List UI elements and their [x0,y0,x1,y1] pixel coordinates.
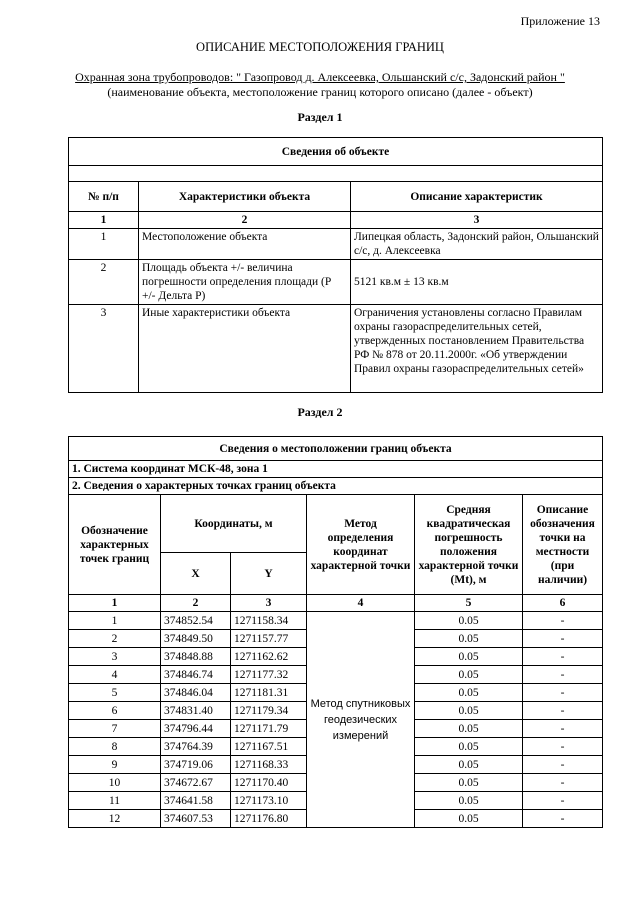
point-number: 4 [69,666,161,684]
header-description: Описание обозначения точки на местности (при наличии) [523,495,603,595]
point-y: 1271179.34 [231,702,307,720]
col-number: 3 [351,212,603,229]
point-x: 374846.74 [161,666,231,684]
point-description: - [523,810,603,828]
object-info-title: Сведения об объекте [69,138,603,166]
header-y: Y [231,553,307,595]
point-description: - [523,666,603,684]
document-title: ОПИСАНИЕ МЕСТОПОЛОЖЕНИЯ ГРАНИЦ [196,40,444,54]
point-y: 1271173.10 [231,792,307,810]
row-characteristic: Площадь объекта +/- величина погрешности определения площади (Р +/- Дельта Р) [139,260,351,305]
point-y: 1271167.51 [231,738,307,756]
col-number: 4 [307,595,415,612]
boundary-table-title: Сведения о местоположении границ объекта [69,437,603,461]
point-x: 374672.67 [161,774,231,792]
point-error: 0.05 [415,630,523,648]
col-header-description: Описание характеристик [351,182,603,212]
appendix-label: Приложение 13 [520,14,600,28]
object-info-table [68,137,603,393]
point-description: - [523,630,603,648]
point-number: 9 [69,756,161,774]
object-subject: Охранная зона трубопроводов: " Газопровод д. Алексеевка, Ольшанский с/с, Задонский район " [75,70,565,84]
point-description: - [523,756,603,774]
point-y: 1271157.77 [231,630,307,648]
point-y: 1271176.80 [231,810,307,828]
header-method: Метод определения координат характерной точки [307,495,415,595]
point-y: 1271177.32 [231,666,307,684]
row-num: 3 [69,305,139,393]
point-number: 10 [69,774,161,792]
section2-heading: Раздел 2 [297,405,343,419]
col-number: 3 [231,595,307,612]
point-error: 0.05 [415,792,523,810]
point-number: 3 [69,648,161,666]
point-x: 374848.88 [161,648,231,666]
col-number: 5 [415,595,523,612]
col-number: 2 [139,212,351,229]
points-body [69,612,603,828]
col-number: 1 [69,595,161,612]
point-number: 8 [69,738,161,756]
point-description: - [523,774,603,792]
object-caption: (наименование объекта, местоположение границ которого описано (далее - объект) [107,85,533,99]
col-number: 1 [69,212,139,229]
point-x: 374764.39 [161,738,231,756]
point-y: 1271170.40 [231,774,307,792]
point-description: - [523,684,603,702]
table-row [69,305,603,393]
header-error: Средняя квадратическая погрешность положения характерной точки (Mt), м [415,495,523,595]
point-description: - [523,738,603,756]
table-row [69,229,603,260]
row-num: 1 [69,229,139,260]
point-x: 374849.50 [161,630,231,648]
point-x: 374796.44 [161,720,231,738]
point-description: - [523,648,603,666]
point-error: 0.05 [415,720,523,738]
point-x: 374607.53 [161,810,231,828]
row-description: 5121 кв.м ± 13 кв.м [351,260,603,305]
row-characteristic: Местоположение объекта [139,229,351,260]
table-row [69,612,603,630]
point-y: 1271181.31 [231,684,307,702]
boundary-points-table [68,436,603,828]
point-error: 0.05 [415,702,523,720]
point-description: - [523,612,603,630]
point-number: 6 [69,702,161,720]
point-number: 11 [69,792,161,810]
header-coordinates: Координаты, м [161,495,307,553]
point-y: 1271168.33 [231,756,307,774]
col-header-num: № п/п [69,182,139,212]
point-error: 0.05 [415,666,523,684]
point-number: 5 [69,684,161,702]
point-x: 374852.54 [161,612,231,630]
point-error: 0.05 [415,612,523,630]
point-x: 374641.58 [161,792,231,810]
point-x: 374831.40 [161,702,231,720]
point-description: - [523,720,603,738]
col-number: 6 [523,595,603,612]
row-characteristic: Иные характеристики объекта [139,305,351,393]
point-error: 0.05 [415,810,523,828]
row-num: 2 [69,260,139,305]
point-y: 1271171.79 [231,720,307,738]
point-y: 1271158.34 [231,612,307,630]
method-cell: Метод спутниковых геодезических измерений [307,612,415,828]
point-error: 0.05 [415,756,523,774]
spacer-row [69,166,603,182]
point-y: 1271162.62 [231,648,307,666]
points-info-row: 2. Сведения о характерных точках границ объекта [69,478,603,495]
point-error: 0.05 [415,648,523,666]
header-x: X [161,553,231,595]
col-header-characteristic: Характеристики объекта [139,182,351,212]
point-error: 0.05 [415,774,523,792]
col-number: 2 [161,595,231,612]
row-description: Ограничения установлены согласно Правилам охраны газораспределительных сетей, утвержденных постановлением Правительства РФ № 878 от 20.11.2000г. «Об утверждении Правил охраны газораспределительных сетей» [351,305,603,393]
point-error: 0.05 [415,738,523,756]
table-row [69,260,603,305]
point-description: - [523,702,603,720]
point-error: 0.05 [415,684,523,702]
section1-heading: Раздел 1 [297,110,343,124]
header-point-designation: Обозначение характерных точек границ [69,495,161,595]
coordinate-system-row: 1. Система координат МСК-48, зона 1 [69,461,603,478]
point-x: 374719.06 [161,756,231,774]
row-description: Липецкая область, Задонский район, Ольшанский с/с, д. Алексеевка [351,229,603,260]
point-number: 12 [69,810,161,828]
point-number: 1 [69,612,161,630]
point-number: 7 [69,720,161,738]
point-x: 374846.04 [161,684,231,702]
point-number: 2 [69,630,161,648]
point-description: - [523,792,603,810]
